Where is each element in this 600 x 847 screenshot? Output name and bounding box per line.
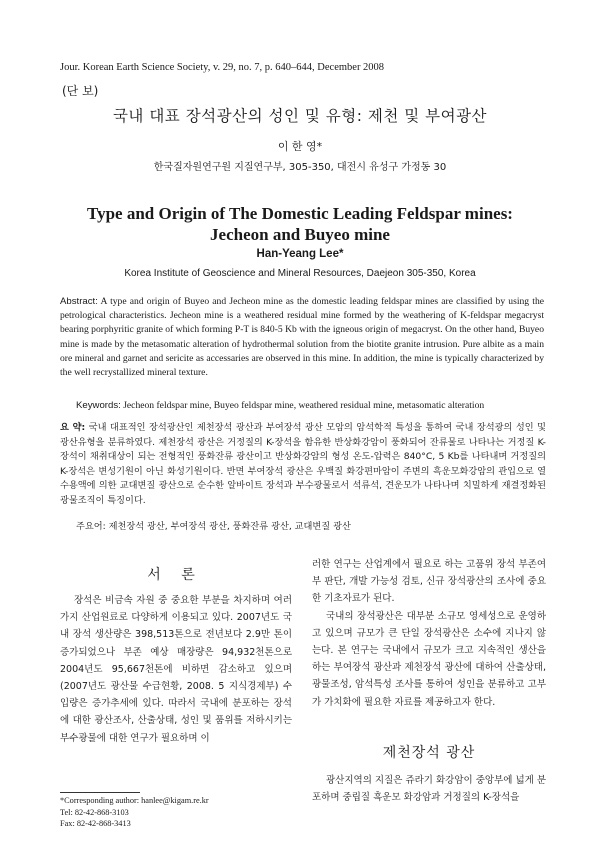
footnote-divider [60,792,140,793]
journal-citation: Jour. Korean Earth Science Society, v. 29, no. 7, p. 640–644, December 2008 [60,62,385,73]
korean-affiliation: 한국질자원연구원 지질연구부, 305-350, 대전시 유성구 가정동 30 [153,162,447,173]
continued-paragraph: 러한 연구는 산업계에서 필요로 하는 고품위 장석 부존여부 판단, 개발 가능성 검토, 신규 장석광산의 조사에 중요한 기초자료가 된다. [312,559,546,605]
korean-abstract-label: 요 약: [60,422,86,433]
korean-abstract [60,421,546,509]
left-column [60,592,292,747]
english-abstract [60,295,544,380]
abstract-text: A type and origin of Buyeo and Jecheon mine as the domestic leading feldspar mines are classified by using the petrological characteristics. Jecheon mine is a weathered residual mine formed by the weathering of K-feldspar megacryst bearing porphyritic granite of which forming P-T is 840-5 Kb with the igneous origin of megacryst. On the other hand, Buyeo mine is made by the metasomatic alteration of hydrothermal solution from the biotite granite intrusion. Pure albite as a main ore mineral and garnet and sericite as accessaries are observed in this mine. In addition, the mine is typically characterized by the well recrystallized mineral texture. [60,296,544,379]
footnote [60,795,209,830]
mine-overview-paragraph: 국내의 장석광산은 대부분 소규모 영세성으로 운영하고 있으며 규모가 큰 단일 장석광산은 소수에 지나지 않는다. 본 연구는 국내에서 규모가 크고 지속적인 생산을 하는 부여장석 광산과 제천장석 광산에 대하여 산출상태, 광물조성, 암석특성 조사를 통하여 성인을 분류하고 고부가 가치화에 필요한 자료를 제공하고자 한다. [312,610,546,708]
keywords-label: Keywords: [76,400,121,411]
english-keywords [76,400,546,411]
telephone: Tel: 82-42-868-3103 [60,807,129,817]
english-title-line-1: Type and Origin of The Domestic Leading Feldspar mines: [87,204,513,223]
jecheon-mine-heading: 제천장석 광산 [382,745,476,761]
right-column [312,556,546,711]
abstract-label: Abstract: [60,296,98,307]
jecheon-geology-paragraph: 광산지역의 지질은 쥬라기 화강암이 중앙부에 넓게 분포하며 중립질 흑운모 화강암과 거정질의 K-장석을 [312,775,547,804]
english-author: Han-Yeang Lee* [256,248,344,260]
introduction-paragraph: 장석은 비금속 자원 중 중요한 부분을 차지하며 여러 가지 산업원료로 다양하게 이용되고 있다. 2007년도 국내 장석 생산량은 398,513톤으로 전년보다 2.9만 톤이 증가되었으나 부존 예상 매장량은 94,932천톤으로 2004년도 95,667천톤에 비하면 감소하고 있으며(2007년도 광산물 수급현황, 2008. 5 지식경제부) 수입량은 증가추세에 있다. 따라서 국내에 분포하는 장석에 대한 광산조사, 산출상태, 성인 및 품위를 저하시키는 부수광물에 대한 연구가 필요하며 이 [60,595,292,744]
keywords-text: Jecheon feldspar mine, Buyeo feldspar mine, weathered residual mine, metasomatic alteration [120,400,485,411]
jecheon-section [312,772,546,806]
korean-abstract-text: 국내 대표적인 장석광산인 제천장석 광산과 부여장석 광산 모암의 암석학적 특성을 통하여 국내 장석광의 성인 및 광산유형을 분류하였다. 제천장석 광산은 거정질의 K-장석을 함유한 반상화강암이 풍화되어 잔류물로 나타나는 거정질 K-장석이 채취대상이 되는 전형적인 풍화잔류 광산이고 반상화강암의 형성 온도-압력은 840°C, 5 Kb를 나타내며 거정질의 K-장석은 변성기원이 아닌 화성기원이다. 반면 부여장석 광산은 우백질 화강편마암이 주변의 흑운모화강암의 관입으로 열수용액에 의한 교대변질 광산으로 순수한 알바이트 장석과 부수광물로서 석류석, 견운모가 나타나며 치밀하게 재결정화된 광물조직이 특징이다. [60,422,547,506]
korean-author: 이 한 영* [277,140,323,153]
introduction-heading: 서 론 [147,567,203,583]
fax: Fax: 82-42-868-3413 [60,819,131,828]
korean-title: 국내 대표 장석광산의 성인 및 유형: 제천 및 부여광산 [112,107,488,125]
english-affiliation: Korea Institute of Geoscience and Mineral Resources, Daejeon 305-350, Korea [124,268,476,279]
korean-keywords: 주요어: 제천장석 광산, 부여장석 광산, 풍화잔류 광산, 교대변질 광산 [76,521,351,532]
article-type-tag: (단 보) [62,84,99,98]
english-title-line-2: Jecheon and Buyeo mine [210,225,390,244]
corresponding-author: *Corresponding author: hanlee@kigam.re.kr [60,796,209,805]
english-title [0,203,600,245]
